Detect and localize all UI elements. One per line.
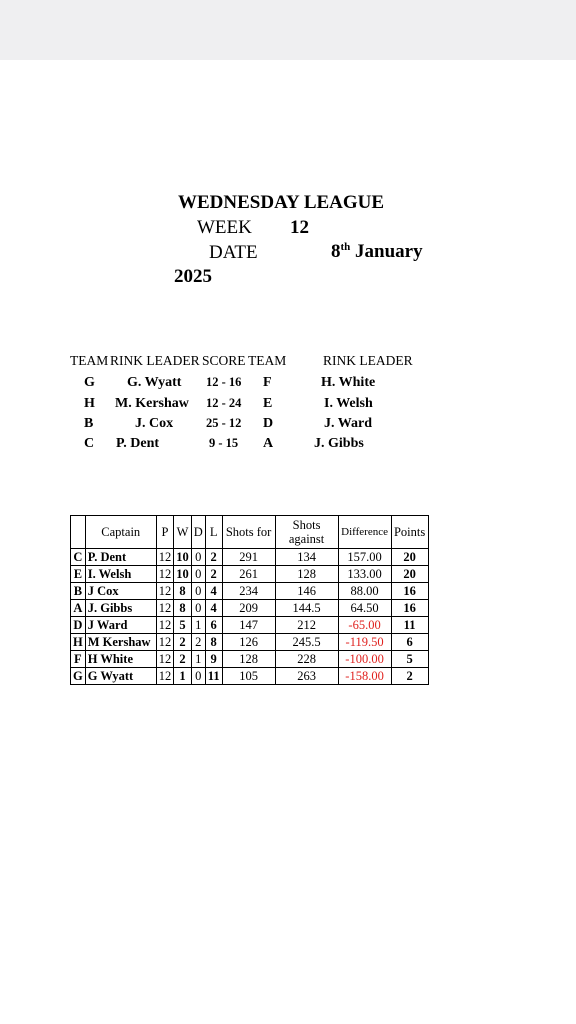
cell-shots-for: 234	[222, 583, 275, 600]
table-row	[71, 634, 429, 651]
cell-points: 11	[391, 617, 428, 634]
cell-points: 16	[391, 583, 428, 600]
col-won: W	[174, 516, 192, 549]
cell-team: A	[71, 600, 86, 617]
cell-played: 12	[156, 634, 174, 651]
col-drawn: D	[191, 516, 205, 549]
cell-won: 5	[174, 617, 192, 634]
cell-won: 8	[174, 600, 192, 617]
table-row	[71, 600, 429, 617]
cell-team: F	[71, 651, 86, 668]
cell-shots-against: 263	[275, 668, 338, 685]
cell-lost: 4	[205, 583, 222, 600]
date-suffix: th	[340, 241, 351, 253]
cell-played: 12	[156, 617, 174, 634]
table-row	[71, 566, 429, 583]
col-lost: L	[205, 516, 222, 549]
cell-lost: 2	[205, 549, 222, 566]
cell-played: 12	[156, 549, 174, 566]
cell-drawn: 1	[191, 617, 205, 634]
week-label: WEEK	[197, 217, 252, 238]
cell-lost: 4	[205, 600, 222, 617]
cell-played: 12	[156, 651, 174, 668]
date-day: 8	[331, 241, 341, 262]
col-team	[71, 516, 86, 549]
col-shots-against: Shots against	[275, 516, 338, 549]
cell-captain: J Ward	[85, 617, 156, 634]
cell-points: 6	[391, 634, 428, 651]
page-title: WEDNESDAY LEAGUE	[178, 192, 385, 213]
cell-drawn: 0	[191, 583, 205, 600]
cell-shots-for: 105	[222, 668, 275, 685]
fixture-leader2: J. Gibbs	[314, 436, 364, 451]
fixture-team1: H	[84, 396, 95, 411]
league-table-header-row	[71, 516, 429, 549]
cell-team: B	[71, 583, 86, 600]
cell-drawn: 0	[191, 600, 205, 617]
cell-drawn: 1	[191, 651, 205, 668]
cell-points: 20	[391, 549, 428, 566]
col-played: P	[156, 516, 174, 549]
table-row	[71, 549, 429, 566]
date-value	[331, 241, 423, 263]
league-table	[70, 515, 429, 685]
cell-team: D	[71, 617, 86, 634]
week-value: 12	[290, 217, 309, 238]
cell-difference: -158.00	[338, 668, 391, 685]
cell-won: 10	[174, 566, 192, 583]
cell-won: 2	[174, 651, 192, 668]
fixture-leader1: G. Wyatt	[127, 375, 182, 390]
cell-shots-against: 134	[275, 549, 338, 566]
cell-played: 12	[156, 583, 174, 600]
fixtures-header-score: SCORE	[202, 353, 246, 368]
fixture-score: 9 - 15	[209, 436, 239, 450]
cell-team: H	[71, 634, 86, 651]
cell-lost: 2	[205, 566, 222, 583]
cell-difference: 64.50	[338, 600, 391, 617]
cell-played: 12	[156, 668, 174, 685]
table-row	[71, 651, 429, 668]
cell-won: 10	[174, 549, 192, 566]
cell-captain: P. Dent	[85, 549, 156, 566]
fixture-team1: C	[84, 436, 95, 451]
cell-lost: 8	[205, 634, 222, 651]
cell-captain: M Kershaw	[85, 634, 156, 651]
fixture-team1: B	[84, 416, 94, 431]
cell-shots-against: 228	[275, 651, 338, 668]
fixture-leader2: I. Welsh	[324, 396, 373, 411]
cell-shots-against: 212	[275, 617, 338, 634]
col-points: Points	[391, 516, 428, 549]
cell-played: 12	[156, 600, 174, 617]
col-difference: Difference	[338, 516, 391, 549]
table-row	[71, 617, 429, 634]
cell-shots-for: 209	[222, 600, 275, 617]
cell-difference: -65.00	[338, 617, 391, 634]
cell-won: 8	[174, 583, 192, 600]
cell-drawn: 0	[191, 549, 205, 566]
cell-shots-for: 147	[222, 617, 275, 634]
cell-won: 1	[174, 668, 192, 685]
cell-team: C	[71, 549, 86, 566]
cell-captain: J Cox	[85, 583, 156, 600]
cell-difference: 157.00	[338, 549, 391, 566]
fixture-leader1: P. Dent	[116, 436, 160, 451]
cell-shots-against: 245.5	[275, 634, 338, 651]
cell-points: 2	[391, 668, 428, 685]
fixtures-header-rink-leader-2: RINK LEADER	[323, 353, 413, 368]
cell-won: 2	[174, 634, 192, 651]
fixture-score: 25 - 12	[206, 416, 242, 430]
cell-drawn: 2	[191, 634, 205, 651]
cell-lost: 6	[205, 617, 222, 634]
cell-points: 5	[391, 651, 428, 668]
fixture-team2: A	[263, 436, 274, 451]
cell-difference: -100.00	[338, 651, 391, 668]
fixture-team2: E	[263, 396, 273, 411]
fixture-leader1: J. Cox	[135, 416, 174, 431]
cell-shots-for: 291	[222, 549, 275, 566]
date-month: January	[355, 241, 423, 262]
fixture-leader2: J. Ward	[324, 416, 372, 431]
cell-lost: 9	[205, 651, 222, 668]
fixture-score: 12 - 16	[206, 375, 242, 389]
cell-points: 20	[391, 566, 428, 583]
col-shots-for: Shots for	[222, 516, 275, 549]
cell-drawn: 0	[191, 566, 205, 583]
cell-points: 16	[391, 600, 428, 617]
fixture-team2: D	[263, 416, 274, 431]
cell-difference: 133.00	[338, 566, 391, 583]
fixture-score: 12 - 24	[206, 396, 242, 410]
cell-team: G	[71, 668, 86, 685]
top-bar	[0, 0, 576, 60]
fixtures-header-team: TEAM	[70, 353, 109, 368]
cell-shots-against: 146	[275, 583, 338, 600]
cell-shots-for: 128	[222, 651, 275, 668]
table-row	[71, 583, 429, 600]
cell-captain: H White	[85, 651, 156, 668]
fixtures-header-team-2: TEAM	[248, 353, 287, 368]
fixture-leader2: H. White	[321, 375, 376, 390]
col-captain: Captain	[85, 516, 156, 549]
table-row	[71, 668, 429, 685]
cell-captain: I. Welsh	[85, 566, 156, 583]
fixture-team1: G	[84, 375, 95, 390]
cell-shots-for: 126	[222, 634, 275, 651]
cell-team: E	[71, 566, 86, 583]
cell-played: 12	[156, 566, 174, 583]
cell-difference: 88.00	[338, 583, 391, 600]
cell-lost: 11	[205, 668, 222, 685]
year: 2025	[174, 266, 212, 287]
cell-shots-against: 128	[275, 566, 338, 583]
fixture-leader1: M. Kershaw	[115, 396, 189, 411]
cell-captain: J. Gibbs	[85, 600, 156, 617]
cell-drawn: 0	[191, 668, 205, 685]
fixtures-header-rink-leader: RINK LEADER	[110, 353, 200, 368]
cell-difference: -119.50	[338, 634, 391, 651]
cell-shots-for: 261	[222, 566, 275, 583]
cell-captain: G Wyatt	[85, 668, 156, 685]
fixture-team2: F	[263, 375, 272, 390]
cell-shots-against: 144.5	[275, 600, 338, 617]
date-label: DATE	[209, 242, 258, 263]
